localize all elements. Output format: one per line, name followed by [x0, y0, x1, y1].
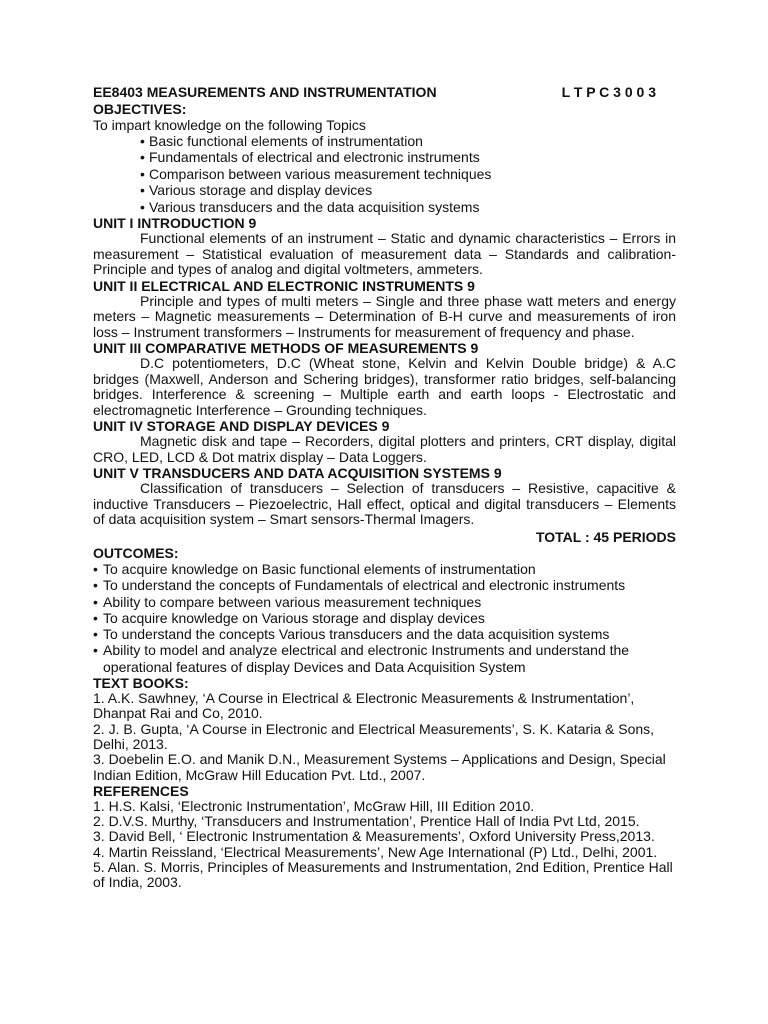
outcome-item: • To understand the concepts of Fundamentals of electrical and electronic instruments — [93, 577, 676, 593]
references-heading: REFERENCES — [93, 782, 189, 799]
reference-entry: 3. David Bell, ‘ Electronic Instrumentation & Measurements’, Oxford University Press,2013. — [93, 828, 655, 845]
reference-entry: 5. Alan. S. Morris, Principles of Measurements and Instrumentation, 2nd Edition, Prentice Hall of India, 2003. — [93, 859, 673, 891]
unit-heading: UNIT IV STORAGE AND DISPLAY DEVICES 9 — [93, 418, 390, 434]
ltpc-credits: L T P C 3 0 0 3 — [561, 84, 656, 100]
objectives-intro: To impart knowledge on the following Topics — [93, 116, 366, 133]
total-periods: TOTAL : 45 PERIODS — [535, 528, 676, 545]
outcome-item: • Ability to model and analyze electrical and electronic Instruments and understand the operational features of display Devices and Data Acquisition System — [93, 642, 676, 675]
text-books-heading: TEXT BOOKS: — [93, 675, 189, 692]
unit-body: D.C potentiometers, D.C (Wheat stone, Kelvin and Kelvin Double bridge) & A.C bridges (Maxwell, Anderson and Schering bridges), transformer ratio bridges, self-balancing bridges. Interference & screening – Multiple earth and earth loops - Electrostatic and electromagnetic Interference – Grounding techniques. — [93, 355, 676, 418]
objective-item: • Various storage and display devices — [140, 182, 676, 199]
outcome-item: • To acquire knowledge on Basic functional elements of instrumentation — [93, 561, 676, 577]
objective-item: • Fundamentals of electrical and electronic instruments — [140, 149, 676, 166]
objective-item: • Comparison between various measurement techniques — [140, 166, 676, 183]
unit-heading: UNIT V TRANSDUCERS AND DATA ACQUISITION SYSTEMS 9 — [93, 465, 502, 481]
outcome-item: • To understand the concepts Various transducers and the data acquisition systems — [93, 626, 676, 642]
text-book-entry: 1. A.K. Sawhney, ‘A Course in Electrical & Electronic Measurements & Instrumentation’, Dhanpat Rai and Co, 2010. — [93, 690, 635, 722]
unit-heading: UNIT I INTRODUCTION 9 — [93, 215, 257, 231]
objectives-list — [93, 133, 676, 216]
unit-heading: UNIT III COMPARATIVE METHODS OF MEASUREMENTS 9 — [93, 340, 479, 356]
text-book-entry: 2. J. B. Gupta, ‘A Course in Electronic and Electrical Measurements’, S. K. Kataria & Sons, Delhi, 2013. — [93, 720, 655, 752]
objective-item: • Basic functional elements of instrumentation — [140, 133, 676, 150]
text-book-entry: 3. Doebelin E.O. and Manik D.N., Measurement Systems – Applications and Design, Special Indian Edition, McGraw Hill Education Pvt. Ltd., 2007. — [93, 751, 666, 783]
reference-entry: 4. Martin Reissland, ‘Electrical Measurements’, New Age International (P) Ltd., Delhi, 2001. — [93, 843, 658, 860]
unit-heading: UNIT II ELECTRICAL AND ELECTRONIC INSTRUMENTS 9 — [93, 277, 475, 294]
outcomes-heading: OUTCOMES: — [93, 545, 179, 561]
outcomes-list — [93, 561, 676, 675]
objectives-heading: OBJECTIVES: — [93, 100, 187, 117]
unit-body: Classification of transducers – Selection of transducers – Resistive, capacitive & inductive Transducers – Piezoelectric, Hall effect, optical and digital transducers – Elements of data acquisition system – Smart sensors-Thermal Imagers. — [93, 480, 676, 527]
unit-body: Magnetic disk and tape – Recorders, digital plotters and printers, CRT display, digital CRO, LED, LCD & Dot matrix display – Data Loggers. — [93, 433, 676, 465]
reference-entry: 1. H.S. Kalsi, ‘Electronic Instrumentation’, McGraw Hill, III Edition 2010. — [93, 797, 535, 814]
unit-body: Functional elements of an instrument – Static and dynamic characteristics – Errors in measurement – Statistical evaluation of measurement data – Standards and calibration- Principle and types of analog and digital voltmeters, ammeters. — [93, 230, 676, 277]
outcome-item: • Ability to compare between various measurement techniques — [93, 594, 676, 610]
objective-item: • Various transducers and the data acquisition systems — [140, 199, 676, 216]
reference-entry: 2. D.V.S. Murthy, ‘Transducers and Instrumentation’, Prentice Hall of India Pvt Ltd, 2015. — [93, 813, 640, 830]
course-header — [93, 85, 676, 101]
course-title: EE8403 MEASUREMENTS AND INSTRUMENTATION — [93, 84, 437, 100]
outcome-item: • To acquire knowledge on Various storage and display devices — [93, 610, 676, 626]
unit-body: Principle and types of multi meters – Single and three phase watt meters and energy meters – Magnetic measurements – Determination of B-H curve and measurements of iron loss – Instrument transformers – Instruments for measurement of frequency and phase. — [93, 292, 676, 340]
